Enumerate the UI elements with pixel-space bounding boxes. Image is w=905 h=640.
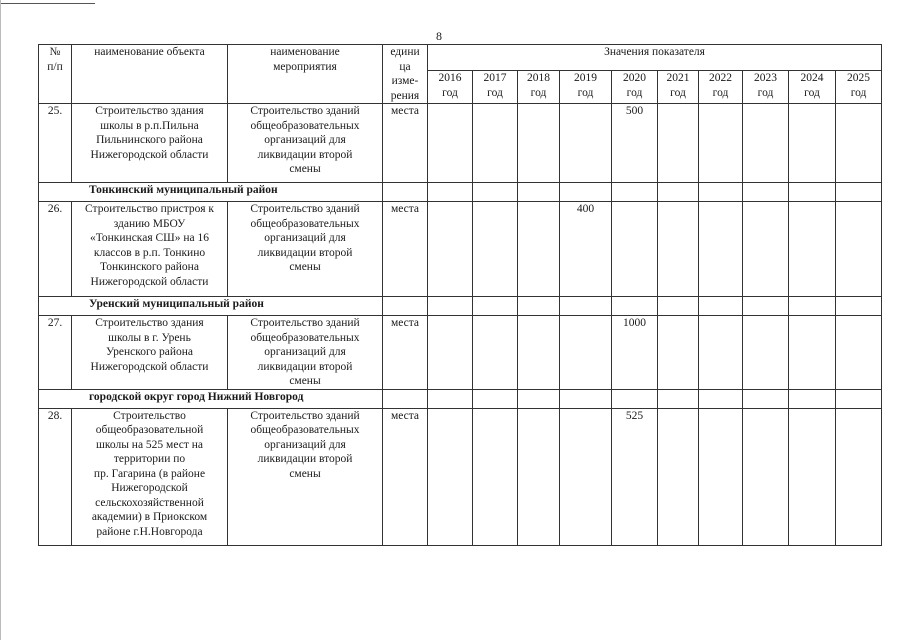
header-year-2021: 2021 год xyxy=(658,71,699,104)
table-row xyxy=(39,408,882,545)
empty-cell xyxy=(518,389,560,408)
value-cell-2016 xyxy=(428,316,473,390)
header-row-1 xyxy=(39,45,882,71)
value-cell-2025 xyxy=(836,316,882,390)
section-row xyxy=(39,183,882,202)
indicator-table xyxy=(38,44,882,546)
empty-cell xyxy=(428,389,473,408)
object-name-cell: Строительство здания школы в г. Урень Уренского района Нижегородской области xyxy=(72,316,228,390)
value-cell-2020: 500 xyxy=(612,104,658,183)
value-cell-2025 xyxy=(836,202,882,297)
unit-cell: места xyxy=(383,408,428,545)
value-cell-2021 xyxy=(658,202,699,297)
header-num: № п/п xyxy=(39,45,72,104)
empty-cell xyxy=(383,183,428,202)
value-cell-2023 xyxy=(743,104,789,183)
value-cell-2021 xyxy=(658,104,699,183)
empty-cell xyxy=(560,297,612,316)
value-cell-2024 xyxy=(789,104,836,183)
header-year-2018: 2018 год xyxy=(518,71,560,104)
value-cell-2025 xyxy=(836,408,882,545)
value-cell-2019: 400 xyxy=(560,202,612,297)
empty-cell xyxy=(518,297,560,316)
value-cell-2024 xyxy=(789,316,836,390)
header-year-2022: 2022 год xyxy=(699,71,743,104)
header-year-2020: 2020 год xyxy=(612,71,658,104)
value-cell-2019 xyxy=(560,408,612,545)
header-year-2024: 2024 год xyxy=(789,71,836,104)
unit-cell: места xyxy=(383,202,428,297)
empty-cell xyxy=(699,389,743,408)
table-row xyxy=(39,202,882,297)
empty-cell xyxy=(658,183,699,202)
value-cell-2019 xyxy=(560,104,612,183)
scan-edge xyxy=(0,0,1,640)
row-number: 25. xyxy=(39,104,72,183)
value-cell-2020: 1000 xyxy=(612,316,658,390)
empty-cell xyxy=(789,389,836,408)
section-name: городской округ город Нижний Новгород xyxy=(39,389,383,408)
empty-cell xyxy=(658,297,699,316)
value-cell-2020: 525 xyxy=(612,408,658,545)
empty-cell xyxy=(473,183,518,202)
section-row xyxy=(39,297,882,316)
empty-cell xyxy=(836,297,882,316)
row-number: 28. xyxy=(39,408,72,545)
table-row xyxy=(39,104,882,183)
empty-cell xyxy=(473,297,518,316)
value-cell-2022 xyxy=(699,408,743,545)
value-cell-2017 xyxy=(473,202,518,297)
value-cell-2020 xyxy=(612,202,658,297)
header-year-2017: 2017 год xyxy=(473,71,518,104)
empty-cell xyxy=(560,183,612,202)
value-cell-2016 xyxy=(428,202,473,297)
header-unit: едини ца изме- рения xyxy=(383,45,428,104)
value-cell-2017 xyxy=(473,408,518,545)
value-cell-2021 xyxy=(658,316,699,390)
measure-name-cell: Строительство зданий общеобразовательных организаций для ликвидации второй смены xyxy=(228,104,383,183)
value-cell-2017 xyxy=(473,316,518,390)
value-cell-2024 xyxy=(789,408,836,545)
empty-cell xyxy=(428,183,473,202)
empty-cell xyxy=(428,297,473,316)
value-cell-2019 xyxy=(560,316,612,390)
empty-cell xyxy=(383,389,428,408)
value-cell-2016 xyxy=(428,104,473,183)
empty-cell xyxy=(699,297,743,316)
unit-cell: места xyxy=(383,316,428,390)
empty-cell xyxy=(743,183,789,202)
empty-cell xyxy=(836,389,882,408)
header-year-2025: 2025 год xyxy=(836,71,882,104)
value-cell-2016 xyxy=(428,408,473,545)
object-name-cell: Строительство пристроя к зданию МБОУ «Тонкинская СШ» на 16 классов в р.п. Тонкино Тонкинского района Нижегородской области xyxy=(72,202,228,297)
value-cell-2018 xyxy=(518,408,560,545)
object-name-cell: Строительство здания школы в р.п.Пильна Пильнинского района Нижегородской области xyxy=(72,104,228,183)
row-number: 27. xyxy=(39,316,72,390)
header-year-2019: 2019 год xyxy=(560,71,612,104)
empty-cell xyxy=(473,389,518,408)
unit-cell: места xyxy=(383,104,428,183)
table-row xyxy=(39,316,882,390)
empty-cell xyxy=(699,183,743,202)
header-year-2023: 2023 год xyxy=(743,71,789,104)
header-values-title: Значения показателя xyxy=(428,45,882,71)
empty-cell xyxy=(612,183,658,202)
scan-line xyxy=(0,3,95,4)
measure-name-cell: Строительство зданий общеобразовательных организаций для ликвидации второй смены xyxy=(228,316,383,390)
value-cell-2021 xyxy=(658,408,699,545)
value-cell-2017 xyxy=(473,104,518,183)
empty-cell xyxy=(383,297,428,316)
value-cell-2024 xyxy=(789,202,836,297)
row-number: 26. xyxy=(39,202,72,297)
section-name: Тонкинский муниципальный район xyxy=(39,183,383,202)
value-cell-2023 xyxy=(743,202,789,297)
value-cell-2018 xyxy=(518,104,560,183)
measure-name-cell: Строительство зданий общеобразовательных организаций для ликвидации второй смены xyxy=(228,408,383,545)
value-cell-2022 xyxy=(699,202,743,297)
header-year-2016: 2016 год xyxy=(428,71,473,104)
value-cell-2022 xyxy=(699,104,743,183)
empty-cell xyxy=(789,183,836,202)
measure-name-cell: Строительство зданий общеобразовательных организаций для ликвидации второй смены xyxy=(228,202,383,297)
empty-cell xyxy=(836,183,882,202)
empty-cell xyxy=(560,389,612,408)
page-number: 8 xyxy=(436,29,442,43)
section-name: Уренский муниципальный район xyxy=(39,297,383,316)
header-measure-name: наименование мероприятия xyxy=(228,45,383,104)
value-cell-2023 xyxy=(743,316,789,390)
section-row xyxy=(39,389,882,408)
value-cell-2018 xyxy=(518,202,560,297)
value-cell-2022 xyxy=(699,316,743,390)
empty-cell xyxy=(658,389,699,408)
value-cell-2025 xyxy=(836,104,882,183)
object-name-cell: Строительство общеобразовательной школы на 525 мест на территории по пр. Гагарина (в районе Нижегородской сельскохозяйственной академии) в Приокском районе г.Н.Новгорода xyxy=(72,408,228,545)
empty-cell xyxy=(612,389,658,408)
value-cell-2018 xyxy=(518,316,560,390)
empty-cell xyxy=(789,297,836,316)
empty-cell xyxy=(612,297,658,316)
header-object-name: наименование объекта xyxy=(72,45,228,104)
value-cell-2023 xyxy=(743,408,789,545)
empty-cell xyxy=(518,183,560,202)
empty-cell xyxy=(743,297,789,316)
empty-cell xyxy=(743,389,789,408)
